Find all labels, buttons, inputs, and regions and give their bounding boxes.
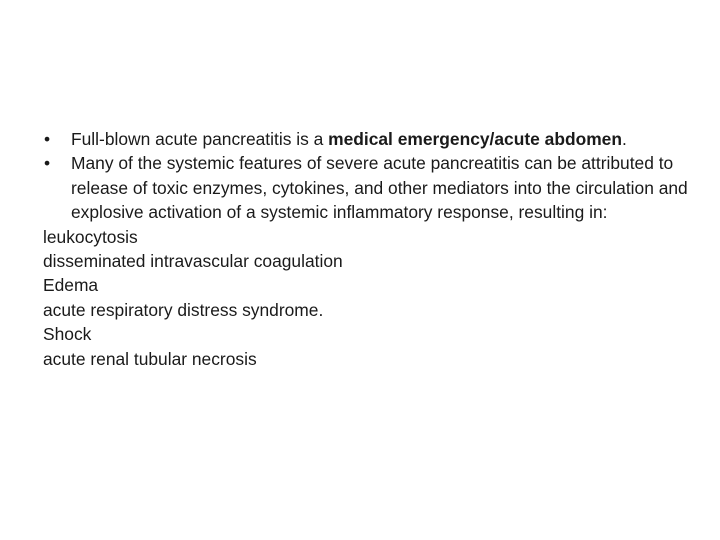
bullet-text: Many of the systemic features of severe acute pancreatitis can be attributed to release of toxic enzymes, cytokines, and other mediators into the circulation and explosive activation of a systemic inflammatory response, resulting in: — [71, 153, 688, 223]
list-line-edema: Edema — [43, 275, 99, 296]
bullet-marker: • — [44, 129, 51, 149]
bullet-text-before: Full-blown acute pancreatitis is a — [71, 129, 329, 149]
list-line-dic: disseminated intravascular coagulation — [43, 251, 343, 272]
list-line-renal-necrosis: acute renal tubular necrosis — [43, 348, 257, 369]
slide-body — [43, 127, 693, 371]
list-line-ards: acute respiratory distress syndrome. — [43, 299, 324, 320]
bullet-item-emergency — [43, 127, 693, 151]
list-line-shock: Shock — [43, 324, 92, 345]
bullet-text — [71, 127, 693, 151]
list-line-leukocytosis: leukocytosis — [43, 226, 138, 247]
bullet-text-after: . — [621, 129, 627, 149]
bullet-text-bold: medical emergency/acute abdomen — [328, 129, 622, 149]
bullet-marker: • — [44, 153, 51, 174]
bullet-item-systemic-features — [43, 151, 693, 224]
